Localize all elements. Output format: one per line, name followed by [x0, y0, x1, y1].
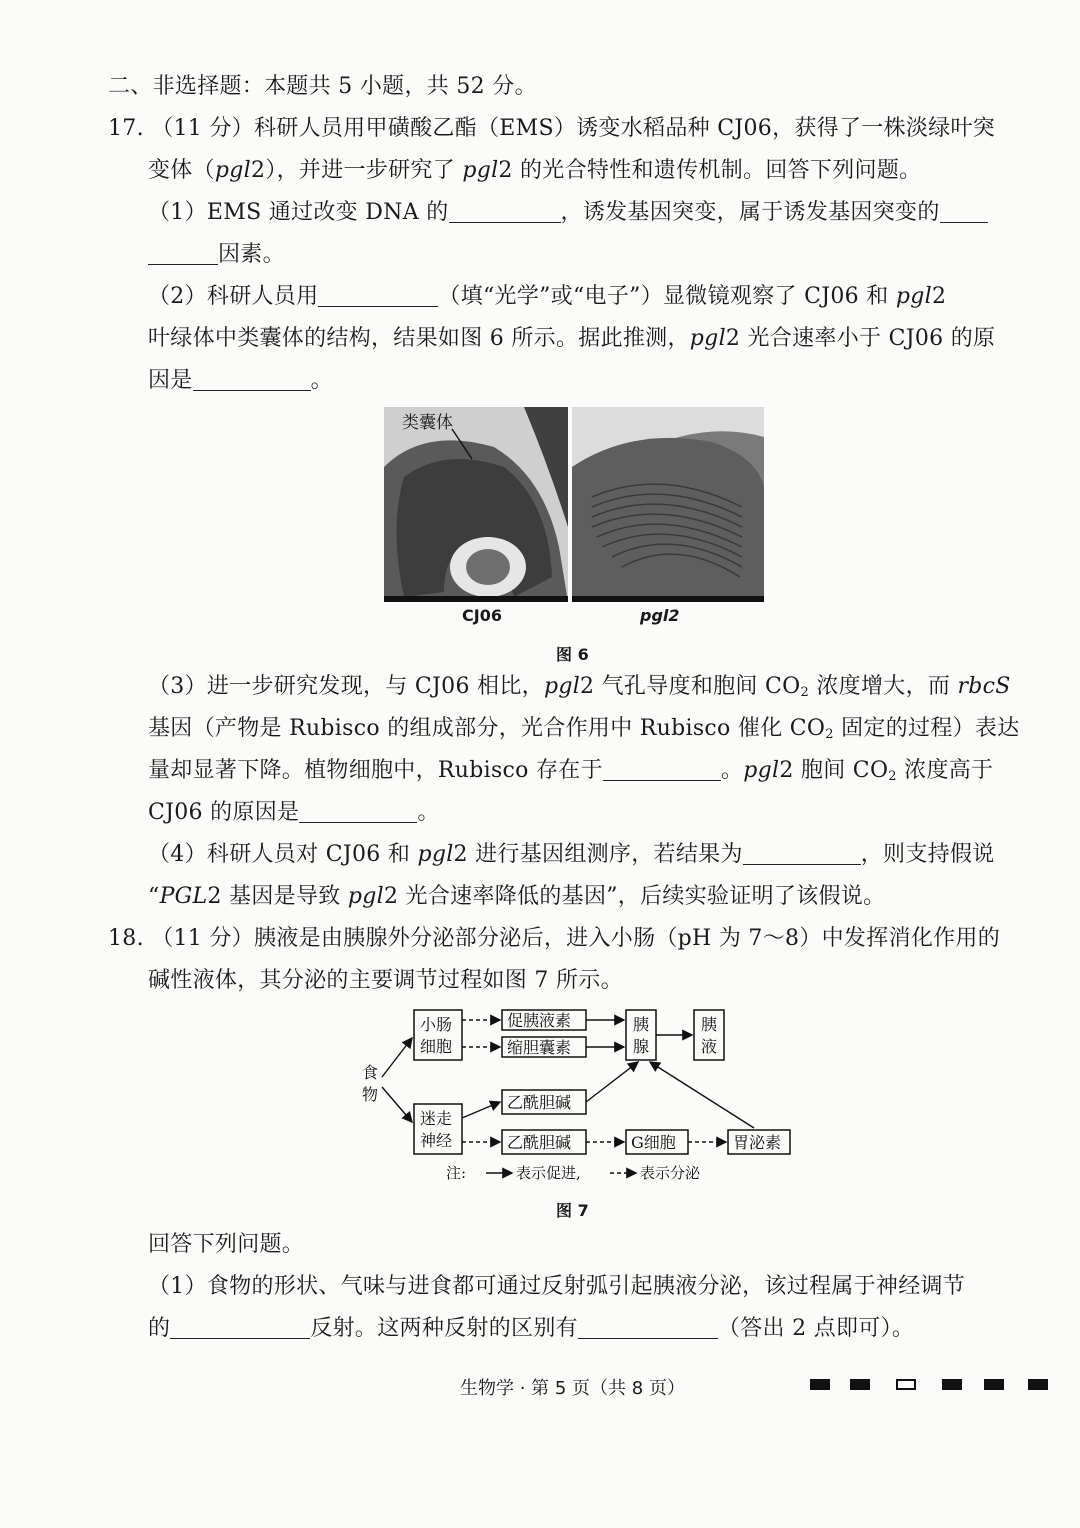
q17-part-4-cont: “PGL2 基因是导致 pgl2 光合速率降低的基因”，后续实验证明了该假说。	[148, 884, 886, 909]
box-juice-1: 胰	[701, 1015, 718, 1034]
fig6-caption-pgl2: pgl2	[640, 606, 680, 625]
answer-blank[interactable]	[743, 840, 861, 865]
q17-part-3-cont2: 量却显著下降。植物细胞中，Rubisco 存在于 。pgl2 胞间 $CO_2$ 浓度高于	[148, 758, 994, 784]
box-vagus-2: 神经	[420, 1131, 453, 1150]
q17-part-1: （1）EMS 通过改变 DNA 的 ，诱发基因突变，属于诱发基因突变的	[148, 198, 988, 228]
q17-part-2-cont2: 因是 。	[148, 368, 333, 393]
box-ach-1: 乙酰胆碱	[507, 1093, 572, 1112]
label-food-2: 物	[362, 1085, 379, 1104]
q17-part-4: （4）科研人员对 CJ06 和 pgl2 进行基因组测序，若结果为 ，则支持假说	[148, 842, 995, 867]
box-small-intestine-1: 小肠	[420, 1015, 453, 1034]
box-small-intestine-2: 细胞	[420, 1037, 453, 1056]
fig6-caption-cj06: CJ06	[462, 606, 502, 625]
q17-part-3: （3）进一步研究发现，与 CJ06 相比，pgl2 气孔导度和胞间 $CO_2$ 浓度增大，而 rbcS	[148, 674, 1011, 700]
q18-line-2: 碱性液体，其分泌的主要调节过程如图 7 所示。	[148, 968, 623, 993]
q17-part-2: （2）科研人员用 （填“光学”或“电子”）显微镜观察了 CJ06 和 pgl2	[148, 284, 947, 309]
q17-part-1-cont: 因素。	[148, 240, 285, 270]
q17-line-2: 变体（pgl2），并进一步研究了 pgl2 的光合特性和遗传机制。回答下列问题。	[148, 158, 922, 183]
label-food-1: 食	[362, 1063, 379, 1082]
page-marker	[810, 1379, 830, 1390]
note-secrete: 表示分泌	[640, 1164, 701, 1182]
page-marker	[850, 1379, 870, 1390]
page-marker	[1028, 1379, 1048, 1390]
q17-line-1: 17. （11 分）科研人员用甲磺酸乙酯（EMS）诱变水稻品种 CJ06，获得了一株淡绿叶突	[108, 116, 996, 141]
figure-7-diagram	[350, 1002, 800, 1192]
answer-blank[interactable]	[148, 240, 218, 265]
q17-part-2-cont: 叶绿体中类囊体的结构，结果如图 6 所示。据此推测，pgl2 光合速率小于 CJ06 的原	[148, 326, 996, 351]
answer-blank[interactable]	[299, 798, 417, 823]
fig6-title: 图 6	[556, 645, 589, 664]
box-gastrin: 胃泌素	[733, 1133, 782, 1152]
note-prefix: 注:	[446, 1164, 467, 1182]
section-title: 二、非选择题：本题共 5 小题，共 52 分。	[108, 74, 537, 99]
answer-blank[interactable]	[449, 198, 561, 223]
answer-blank[interactable]	[193, 366, 311, 391]
q18-part-1: （1）食物的形状、气味与进食都可通过反射弧引起胰液分泌，该过程属于神经调节	[148, 1274, 966, 1299]
note-promote: 表示促进,	[516, 1164, 581, 1182]
box-cck: 缩胆囊素	[507, 1038, 572, 1057]
answer-blank[interactable]	[603, 756, 721, 781]
micrograph-cj06	[384, 407, 568, 602]
q17-number: 17.	[108, 116, 144, 141]
q18-number: 18.	[108, 926, 144, 951]
q18-line-1: 18. （11 分）胰液是由胰腺外分泌部分泌后，进入小肠（pH 为 7～8）中发挥消化作用的	[108, 926, 1001, 951]
answer-blank[interactable]	[170, 1314, 310, 1339]
box-vagus-1: 迷走	[420, 1109, 453, 1128]
thylakoid-label: 类囊体	[402, 413, 453, 433]
answer-blank[interactable]	[318, 282, 438, 307]
q17-part-3-cont3: CJ06 的原因是 。	[148, 800, 440, 825]
fig7-title: 图 7	[556, 1201, 589, 1220]
q18-ask: 回答下列问题。	[148, 1232, 305, 1257]
q18-part-1-cont: 的 反射。这两种反射的区别有 （答出 2 点即可）。	[148, 1316, 915, 1341]
micrograph-pgl2	[572, 407, 764, 602]
box-pancreas-2: 腺	[633, 1037, 650, 1056]
box-pancreas-1: 胰	[633, 1015, 650, 1034]
page-marker	[942, 1379, 962, 1390]
box-g-cell: G细胞	[631, 1133, 676, 1152]
box-juice-2: 液	[701, 1037, 718, 1056]
box-ach-2: 乙酰胆碱	[507, 1133, 572, 1152]
page-marker	[984, 1379, 1004, 1390]
page-footer: 生物学 · 第 5 页（共 8 页）	[460, 1378, 685, 1399]
answer-blank[interactable]	[940, 198, 988, 223]
box-secretin: 促胰液素	[507, 1011, 572, 1030]
page-marker-hollow	[896, 1379, 916, 1390]
answer-blank[interactable]	[578, 1314, 718, 1339]
q17-part-3-cont: 基因（产物是 Rubisco 的组成部分，光合作用中 Rubisco 催化 $CO_2$ 固定的过程）表达	[148, 716, 1020, 742]
